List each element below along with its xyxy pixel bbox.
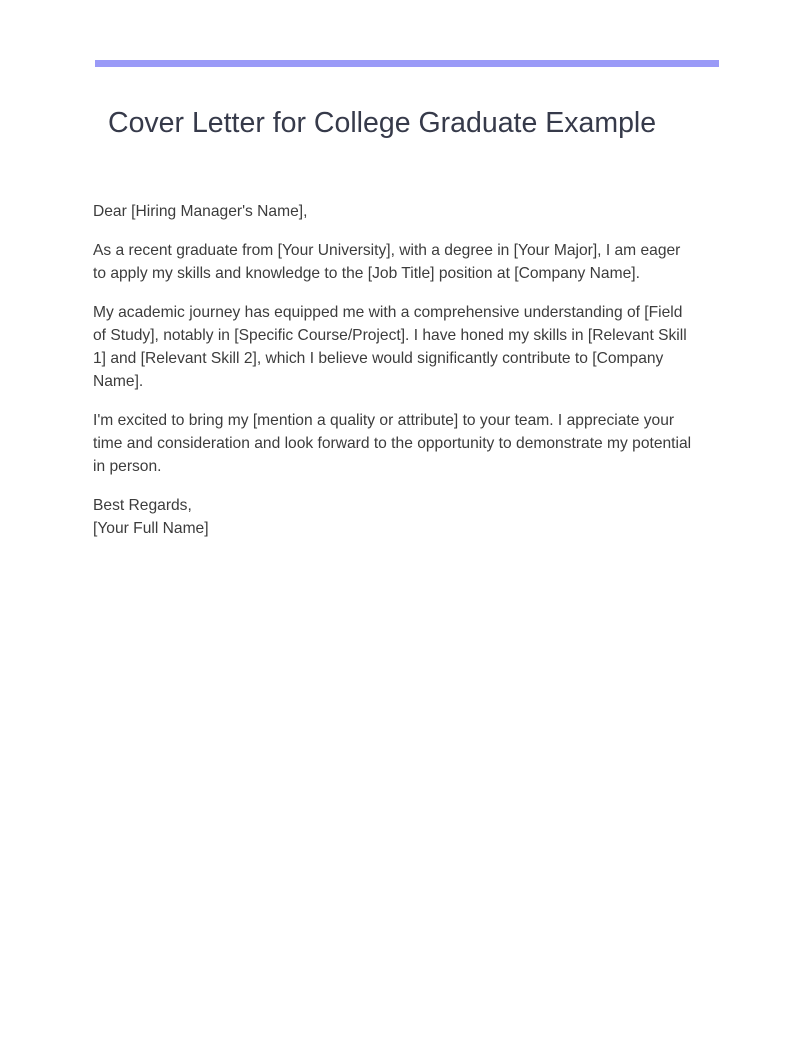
page-title: Cover Letter for College Graduate Example	[108, 107, 657, 139]
letter-signoff	[93, 494, 693, 540]
letter-paragraph-2: My academic journey has equipped me with a comprehensive understanding of [Field of Study], notably in [Specific Course/Project]. I have honed my skills in [Relevant Skill 1] and [Relevant Skill 2], which I believe would significantly contribute to [Company Name].	[93, 304, 687, 390]
letter-salutation: Dear [Hiring Manager's Name],	[93, 203, 308, 220]
letter-signature: [Your Full Name]	[93, 520, 209, 537]
letter-closing: Best Regards,	[93, 497, 192, 514]
letter-paragraph-3: I'm excited to bring my [mention a quality or attribute] to your team. I appreciate your time and consideration and look forward to the opportunity to demonstrate my potential in person.	[93, 412, 692, 475]
letter-paragraph-1: As a recent graduate from [Your University], with a degree in [Your Major], I am eager to apply my skills and knowledge to the [Job Title] position at [Company Name].	[93, 242, 681, 282]
header-accent-bar	[95, 60, 719, 67]
letter-body	[93, 200, 693, 556]
